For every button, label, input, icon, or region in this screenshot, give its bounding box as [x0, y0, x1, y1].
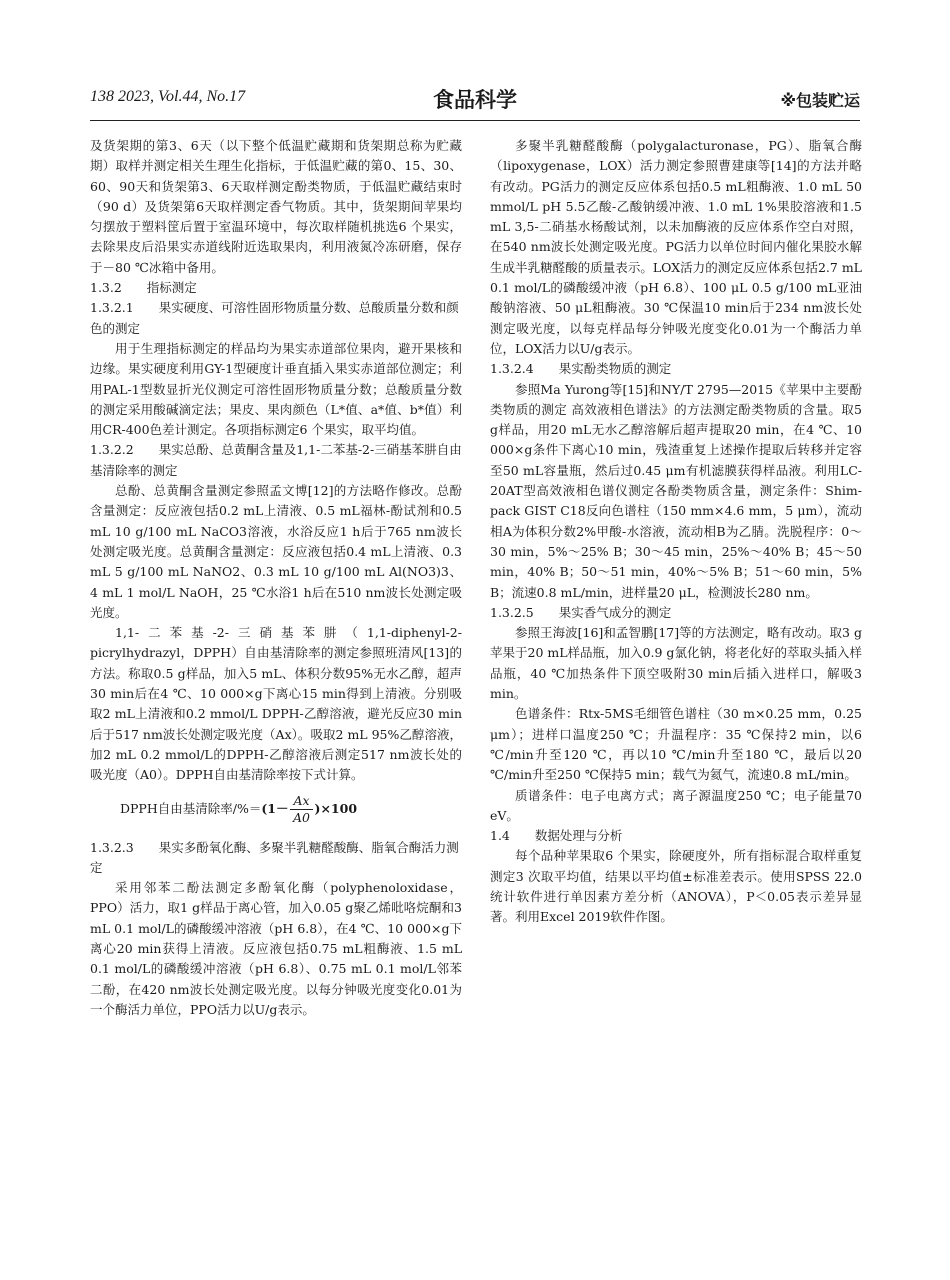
page-header	[90, 84, 860, 118]
formula-close: )×100	[314, 801, 358, 817]
section-heading: 1.4 数据处理与分析	[490, 828, 623, 844]
section-heading: 1.3.2.3 果实多酚氧化酶、多聚半乳糖醛酸酶、脂氧合酶活力测定	[90, 839, 459, 875]
paragraph: 每个品种苹果取6 个果实，除硬度外，所有指标混合取样重复测定3 次取平均值，结果以平均值±标准差表示。使用SPSS 22.0统计软件进行单因素方差分析（ANOVA），P＜0.05表示差异显著。利用Excel 2019软件作图。	[490, 848, 862, 925]
paragraph: 1,1-二苯基-2-三硝基苯肼（1,1-diphenyl-2-picrylhydrazyl，DPPH）自由基清除率的测定参照班清风[13]的方法。称取0.5 g样品，加入5 mL、体积分数95%无水乙醇，超声30 min后在4 ℃、10 000×g下离心15 min得到上清液。分别吸取2 mL上清液和0.2 mmol/L DPPH-乙醇溶液，避光反应30 min后于517 nm波长处测定吸光度（Ax）。吸取2 mL 95%乙醇溶液，加2 mL 0.2 mmol/L的DPPH-乙醇溶液后测定517 nm波长处的吸光度（A0）。DPPH自由基清除率按下式计算。	[90, 625, 462, 783]
formula-lhs: DPPH自由基清除率/%＝	[120, 801, 262, 817]
paragraph: 参照Ma Yurong等[15]和NY/T 2795—2015《苹果中主要酚类物质的测定 高效液相色谱法》的方法测定酚类物质的含量。取5 g样品，用20 mL无水乙醇溶解后超声提取20 min，在4 ℃、10 000×g条件下离心10 min，残渣重复上述操作提取后转移并定容至50 mL容量瓶，然后过0.45 μm有机滤膜获得样品液。利用LC-20AT型高效液相色谱仪测定各酚类物质含量，测定条件：Shim-pack GIST C18反向色谱柱（150 mm×4.6 mm，5 μm），流动相A为体积分数2%甲酸-水溶液，流动相B为乙腈。洗脱程序：0～30 min，5%～25% B；30～45 min，25%～40% B；45～50 min，40% B；50～51 min，40%～5% B；51～60 min，5% B；流速0.8 mL/min，进样量20 μL，检测波长280 nm。	[490, 381, 862, 600]
section-heading: 1.3.2 指标测定	[90, 280, 197, 296]
section-heading: 1.3.2.5 果实香气成分的测定	[490, 604, 672, 620]
formula-denominator: A0	[293, 810, 310, 825]
paragraph: 色谱条件：Rtx-5MS毛细管色谱柱（30 m×0.25 mm，0.25 μm）；进样口温度250 ℃；升温程序：35 ℃保持2 min，以6 ℃/min升至120 ℃，再以10 ℃/min升至180 ℃，最后以20 ℃/min升至250 ℃保持5 min；载气为氦气，流速0.8 mL/min。	[490, 706, 862, 783]
section-heading: 1.3.2.4 果实酚类物质的测定	[490, 361, 672, 377]
formula-open: (1－	[261, 801, 289, 817]
paragraph: 及货架期的第3、6天（以下整个低温贮藏期和货架期总称为贮藏期）取样并测定相关生理生化指标，于低温贮藏的第0、15、30、60、90天和货架第3、6天取样测定酚类物质，于低温贮藏结束时（90 d）及货架第6天取样测定香气物质。其中，货架期间苹果均匀摆放于塑料筐后置于室温环境中，每次取样随机挑选6 个果实，去除果皮后沿果实赤道线附近选取果肉，利用液氮冷冻研磨，保存于－80 ℃冰箱中备用。	[90, 138, 462, 275]
left-column	[90, 136, 462, 1020]
section-heading: 1.3.2.1 果实硬度、可溶性固形物质量分数、总酸质量分数和颜色的测定	[90, 300, 459, 336]
header-rule	[90, 120, 860, 121]
paragraph: 质谱条件：电子电离方式；离子源温度250 ℃；电子能量70 eV。	[490, 787, 862, 823]
section-heading: 1.3.2.2 果实总酚、总黄酮含量及1,1-二苯基-2-三硝基苯肼自由基清除率的测定	[90, 442, 462, 478]
right-column	[490, 136, 862, 928]
paragraph: 总酚、总黄酮含量测定参照孟文博[12]的方法略作修改。总酚含量测定：反应液包括0.2 mL上清液、0.5 mL福林-酚试剂和0.5 mL 10 g/100 mL NaCO3溶液，水浴反应1 h后于765 nm波长处测定吸光度。总黄酮含量测定：反应液包括0.4 mL上清液、0.3 mL 5 g/100 mL NaNO2、0.3 mL 10 g/100 mL Al(NO3)3、4 mL 1 mol/L NaOH，25 ℃水浴1 h后在510 nm波长处测定吸光度。	[90, 483, 462, 620]
paragraph: 采用邻苯二酚法测定多酚氧化酶（polyphenoloxidase，PPO）活力，取1 g样品于离心管，加入0.05 g聚乙烯吡咯烷酮和3 mL 0.1 mol/L的磷酸缓冲溶液（pH 6.8），在4 ℃、10 000×g下离心20 min获得上清液。反应液包括0.75 mL粗酶液、1.5 mL 0.1 mol/L的磷酸缓冲溶液（pH 6.8）、0.75 mL 0.1 mol/L邻苯二酚，在420 nm波长处测定吸光度。以每分钟吸光度变化0.01为一个酶活力单位，PPO活力以U/g表示。	[90, 880, 462, 1017]
page-info: 138 2023, Vol.44, No.17	[90, 88, 246, 105]
paragraph: 用于生理指标测定的样品均为果实赤道部位果肉，避开果核和边缘。果实硬度利用GY-1型硬度计垂直插入果实赤道部位测定；利用PAL-1型数显折光仪测定可溶性固形物质量分数；总酸质量分数的测定采用酸碱滴定法；果皮、果肉颜色（L*值、a*值、b*值）利用CR-400色差计测定。各项指标测定6 个果实，取平均值。	[90, 340, 462, 438]
paragraph: 多聚半乳糖醛酸酶（polygalacturonase，PG）、脂氧合酶（lipoxygenase，LOX）活力测定参照曹建康等[14]的方法并略有改动。PG活力的测定反应体系包括0.5 mL粗酶液、1.0 mL 50 mmol/L pH 5.5乙酸-乙酸钠缓冲液、1.0 mL 1%果胶溶液和1.5 mL 3,5-二硝基水杨酸试剂，以未加酶液的反应体系作空白对照，在540 nm波长处测定吸光度。PG活力以单位时间内催化果胶水解生成半乳糖醛酸的质量表示。LOX活力的测定反应体系包括2.7 mL 0.1 mol/L的磷酸缓冲液（pH 6.8）、100 μL 0.5 g/100 mL亚油酸钠溶液、50 μL粗酶液。30 ℃保温10 min后于234 nm波长处测定吸光度，以每克样品每分钟吸光度变化0.01为一个酶活力单位，LOX活力以U/g表示。	[490, 138, 862, 356]
dpph-formula	[120, 792, 462, 828]
formula-numerator: Ax	[290, 793, 312, 810]
journal-title: 食品科学	[433, 88, 517, 112]
formula-fraction	[290, 793, 312, 826]
paragraph: 参照王海波[16]和孟智鹏[17]等的方法测定，略有改动。取3 g苹果于20 mL样品瓶，加入0.9 g氯化钠，将老化好的萃取头插入样品瓶，40 ℃加热条件下顶空吸附30 min后插入进样口，解吸3 min。	[490, 625, 862, 702]
section-label: ※包装贮运	[780, 91, 860, 110]
